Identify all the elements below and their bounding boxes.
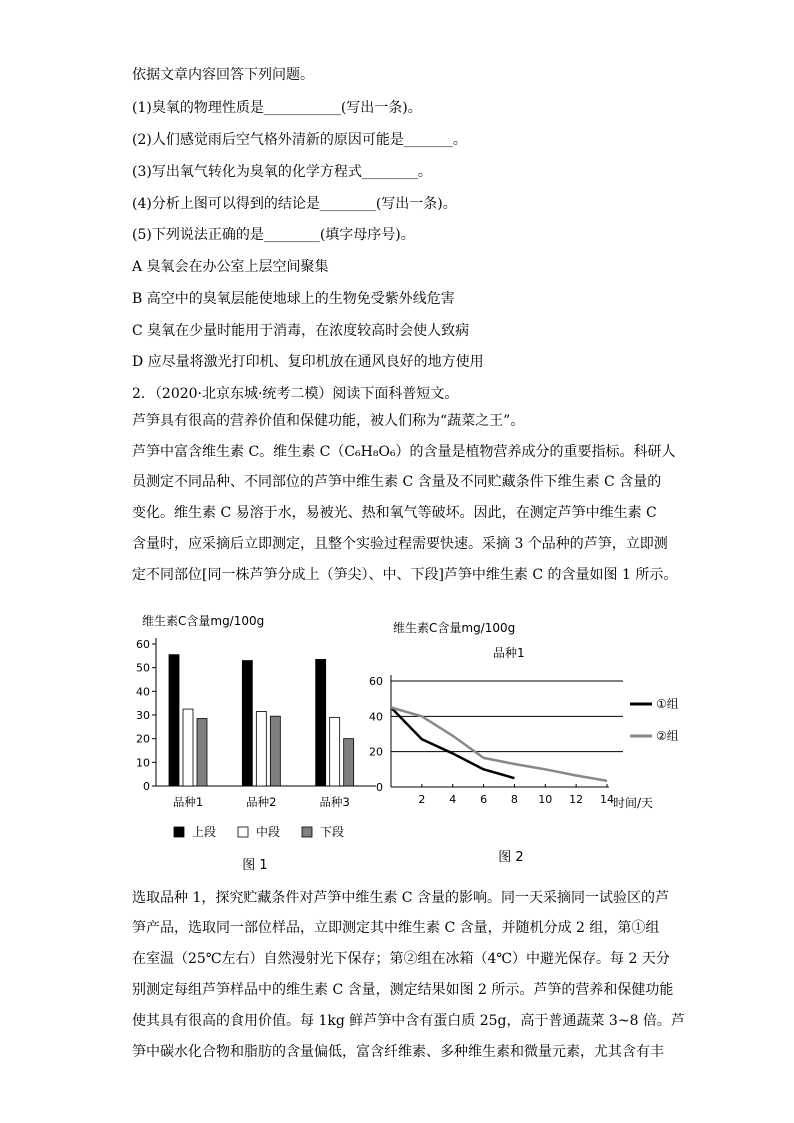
article-line: 使其具有很高的食用价值。每 1kg 鲜芦笋中含有蛋白质 25g，高于普通蔬菜 3~8 倍。芦 <box>132 1013 685 1029</box>
fig1-bar <box>183 709 193 786</box>
fig1-bar <box>169 655 179 786</box>
figure-1-bar-chart <box>130 608 380 880</box>
article-line: 在室温（25℃左右）自然漫射光下保存；第②组在冰箱（4℃）中避光保存。每 2 天分 <box>132 951 670 967</box>
fig2-caption: 图 2 <box>498 850 524 862</box>
fig1-legend-label: 下段 <box>320 825 345 839</box>
article-line: 别测定每组芦笋样品中的维生素 C 含量，测定结果如图 2 所示。芦笋的营养和保健功能 <box>132 982 674 998</box>
article-line: 选取品种 1，探究贮藏条件对芦笋中维生素 C 含量的影响。同一天采摘同一试验区的芦 <box>132 890 669 906</box>
fig2-y-tick-label: 60 <box>369 675 383 688</box>
fig1-bar <box>330 717 340 786</box>
article-line: 员测定不同品种、不同部位的芦笋中维生素 C 含量及不同贮藏条件下维生素 C 含量的 <box>132 474 662 490</box>
fig1-bar <box>256 711 266 786</box>
fig2-x-tick-label: 2 <box>418 793 426 806</box>
article-line: 笋中碳水化合物和脂肪的含量偏低，富含纤维素、多种维生素和微量元素，尤其含有丰 <box>132 1044 664 1060</box>
option-c: C 臭氧在少量时能用于消毒，在浓度较高时会使人致病 <box>132 323 470 339</box>
fig1-y-tick-label: 60 <box>136 638 150 651</box>
question-5: (5)下列说法正确的是________(填字母序号)。 <box>132 227 415 243</box>
fig2-y-tick-label: 20 <box>369 745 383 759</box>
fig2-title: 品种1 <box>493 646 525 660</box>
question-4: (4)分析上图可以得到的结论是________(写出一条)。 <box>132 196 457 212</box>
fig1-legend-label: 上段 <box>192 825 217 839</box>
fig1-ylabel: 维生素C含量mg/100g <box>142 614 265 628</box>
question-2: (2)人们感觉雨后空气格外清新的原因可能是_______。 <box>132 132 467 148</box>
fig2-x-tick-label: 14 <box>600 793 614 806</box>
fig1-category-label: 品种2 <box>246 795 277 809</box>
article-paragraph-1: 芦笋具有很高的营养价值和保健功能，被人们称为“蔬菜之王”。 <box>132 413 525 429</box>
fig1-category-label: 品种3 <box>319 795 350 809</box>
intro-text: 依据文章内容回答下列问题。 <box>132 67 314 83</box>
fig1-y-tick-label: 0 <box>143 780 150 793</box>
article-line: 含量时，应采摘后立即测定，且整个实验过程需要快速。采摘 3 个品种的芦笋，立即测 <box>132 536 668 552</box>
fig1-y-tick-label: 50 <box>136 661 150 675</box>
figure-2-line-chart <box>365 612 695 862</box>
article-heading: 2．（2020·北京东城·统考二模）阅读下面科普短文。 <box>132 386 459 402</box>
fig1-bar <box>316 659 326 786</box>
fig1-bar <box>242 661 252 786</box>
fig1-legend-swatch <box>302 827 312 837</box>
fig2-y-tick-label: 0 <box>376 781 383 794</box>
option-d: D 应尽量将激光打印机、复印机放在通风良好的地方使用 <box>132 354 484 370</box>
article-line: 芦笋中富含维生素 C。维生素 C（C₆H₈O₆）的含量是植物营养成分的重要指标。科研人 <box>132 444 676 460</box>
fig2-x-tick-label: 12 <box>569 793 584 806</box>
question-1: (1)臭氧的物理性质是___________(写出一条)。 <box>132 100 422 116</box>
fig1-y-tick-label: 30 <box>136 709 150 722</box>
fig2-series-line <box>391 708 607 781</box>
article-line: 变化。维生素 C 易溶于水，易被光、热和氧气等破坏。因此，在测定芦笋中维生素 C <box>132 505 657 521</box>
fig1-legend-swatch <box>238 827 248 837</box>
fig2-x-tick-label: 8 <box>510 793 518 806</box>
fig1-y-tick-label: 40 <box>136 685 150 699</box>
fig1-bar <box>344 739 354 786</box>
option-a: A 臭氧会在办公室上层空间聚集 <box>132 259 329 275</box>
option-b: B 高空中的臭氧层能使地球上的生物免受紫外线危害 <box>132 291 455 307</box>
fig2-x-tick-label: 10 <box>538 793 553 806</box>
fig1-legend-swatch <box>174 827 184 837</box>
fig2-x-tick-label: 4 <box>449 793 457 806</box>
fig1-legend-label: 中段 <box>256 825 281 839</box>
article-line: 定不同部位[同一株芦笋分成上（笋尖）、中、下段]芦笋中维生素 C 的含量如图 1 所示。 <box>132 567 678 583</box>
fig2-x-tick-label: 6 <box>480 793 488 806</box>
fig2-series-line <box>391 708 514 779</box>
question-3: (3)写出氧气转化为臭氧的化学方程式________。 <box>132 164 432 180</box>
fig1-caption: 图 1 <box>242 858 268 873</box>
fig2-ylabel: 维生素C含量mg/100g <box>393 621 516 635</box>
fig1-bar <box>197 719 207 786</box>
fig1-y-tick-label: 10 <box>136 756 150 770</box>
fig2-xlabel: 时间/天 <box>613 796 654 810</box>
fig2-legend-label: ②组 <box>656 729 679 743</box>
fig1-y-tick-label: 20 <box>136 732 150 746</box>
fig2-legend-label: ①组 <box>656 697 679 711</box>
fig2-y-tick-label: 40 <box>369 710 383 724</box>
fig1-bar <box>270 716 280 786</box>
article-line: 笋产品，选取同一部位样品，立即测定其中维生素 C 含量，并随机分成 2 组，第①组 <box>132 920 660 936</box>
fig1-category-label: 品种1 <box>172 795 204 809</box>
